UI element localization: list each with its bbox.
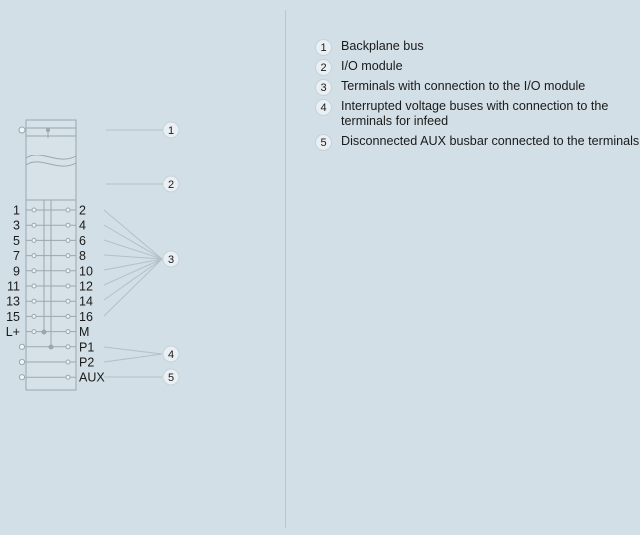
terminal-left-contact	[32, 208, 36, 212]
callout-markers	[163, 122, 179, 385]
terminal-right-contact	[66, 345, 70, 349]
right-terminal-label: 8	[79, 249, 86, 264]
right-terminal-label: 10	[79, 264, 93, 279]
module-outline-cover	[27, 140, 75, 155]
legend-text: I/O module	[341, 59, 403, 73]
legend-list	[315, 39, 640, 154]
left-terminal-label: 9	[13, 264, 20, 279]
terminal-left-contact	[32, 299, 36, 303]
callout-number: 2	[167, 179, 175, 191]
legend-number: 4	[315, 99, 332, 116]
terminal-left-contact	[32, 238, 36, 242]
callout-number: 4	[167, 349, 175, 361]
legend-item	[315, 39, 640, 54]
terminal-right-contact	[66, 223, 70, 227]
right-terminal-label: AUX	[79, 370, 105, 385]
callout-number: 5	[167, 372, 175, 384]
legend-item	[315, 99, 640, 129]
legend-number: 3	[315, 79, 332, 96]
right-terminal-label: 2	[79, 203, 86, 218]
terminal-right-contact	[66, 254, 70, 258]
legend-text: Disconnected AUX busbar connected to the terminals	[341, 134, 640, 148]
left-terminal-label: 5	[13, 233, 20, 248]
terminal-left-contact	[32, 314, 36, 318]
right-terminal-label: 6	[79, 233, 86, 248]
terminal-left-contact	[32, 330, 36, 334]
terminal-left-contact	[32, 284, 36, 288]
callout-number: 3	[167, 254, 175, 266]
callout-2	[163, 176, 179, 192]
busbar-connector	[19, 375, 24, 380]
right-terminal-label: 12	[79, 279, 93, 294]
left-terminal-label: 11	[7, 279, 20, 294]
terminal-right-contact	[66, 375, 70, 379]
right-terminal-label: 16	[79, 309, 93, 324]
callout-4	[163, 346, 179, 362]
right-terminal-label: 4	[79, 218, 86, 233]
left-terminal-labels	[6, 204, 20, 340]
terminal-right-contact	[66, 330, 70, 334]
left-terminal-label: 7	[13, 249, 20, 264]
callout-number: 1	[167, 125, 175, 137]
terminal-right-contact	[66, 269, 70, 273]
terminal-right-contact	[66, 208, 70, 212]
legend-text: Terminals with connection to the I/O module	[341, 79, 586, 93]
legend-text: Interrupted voltage buses with connection to the terminals for infeed	[341, 99, 609, 128]
legend-item	[315, 59, 640, 74]
callout-leaders	[104, 130, 164, 377]
callout-5	[163, 369, 179, 385]
left-terminal-label: 3	[13, 218, 20, 233]
backplane-connector	[19, 127, 25, 133]
right-terminal-label: P1	[79, 340, 95, 355]
terminal-right-contact	[66, 299, 70, 303]
module-diagram	[0, 0, 285, 535]
callout-1	[163, 122, 179, 138]
terminal-left-contact	[32, 223, 36, 227]
legend-number: 1	[315, 39, 332, 56]
terminal-left-contact	[32, 254, 36, 258]
bus-junction	[42, 330, 46, 334]
legend-item	[315, 134, 640, 149]
bus-junction	[49, 345, 53, 349]
terminal-right-contact	[66, 284, 70, 288]
legend-item	[315, 79, 640, 94]
backplane-dot	[46, 128, 50, 132]
terminal-right-contact	[66, 360, 70, 364]
callout-3	[163, 251, 179, 267]
legend-text: Backplane bus	[341, 39, 424, 53]
busbar-connector	[19, 359, 24, 364]
right-terminal-label: M	[79, 325, 90, 340]
right-terminal-label: 14	[79, 294, 93, 309]
left-terminal-label: L+	[5, 325, 20, 340]
legend-number: 2	[315, 59, 332, 76]
left-terminal-label: 15	[6, 309, 20, 324]
legend-number: 5	[315, 134, 332, 151]
right-terminal-label: P2	[79, 355, 95, 370]
terminal-left-contact	[32, 269, 36, 273]
terminal-right-contact	[66, 238, 70, 242]
panel-divider	[285, 10, 286, 528]
right-terminal-labels	[79, 204, 105, 385]
left-terminal-label: 1	[13, 203, 20, 218]
terminal-right-contact	[66, 314, 70, 318]
left-terminal-label: 13	[6, 294, 20, 309]
busbar-connector	[19, 344, 24, 349]
